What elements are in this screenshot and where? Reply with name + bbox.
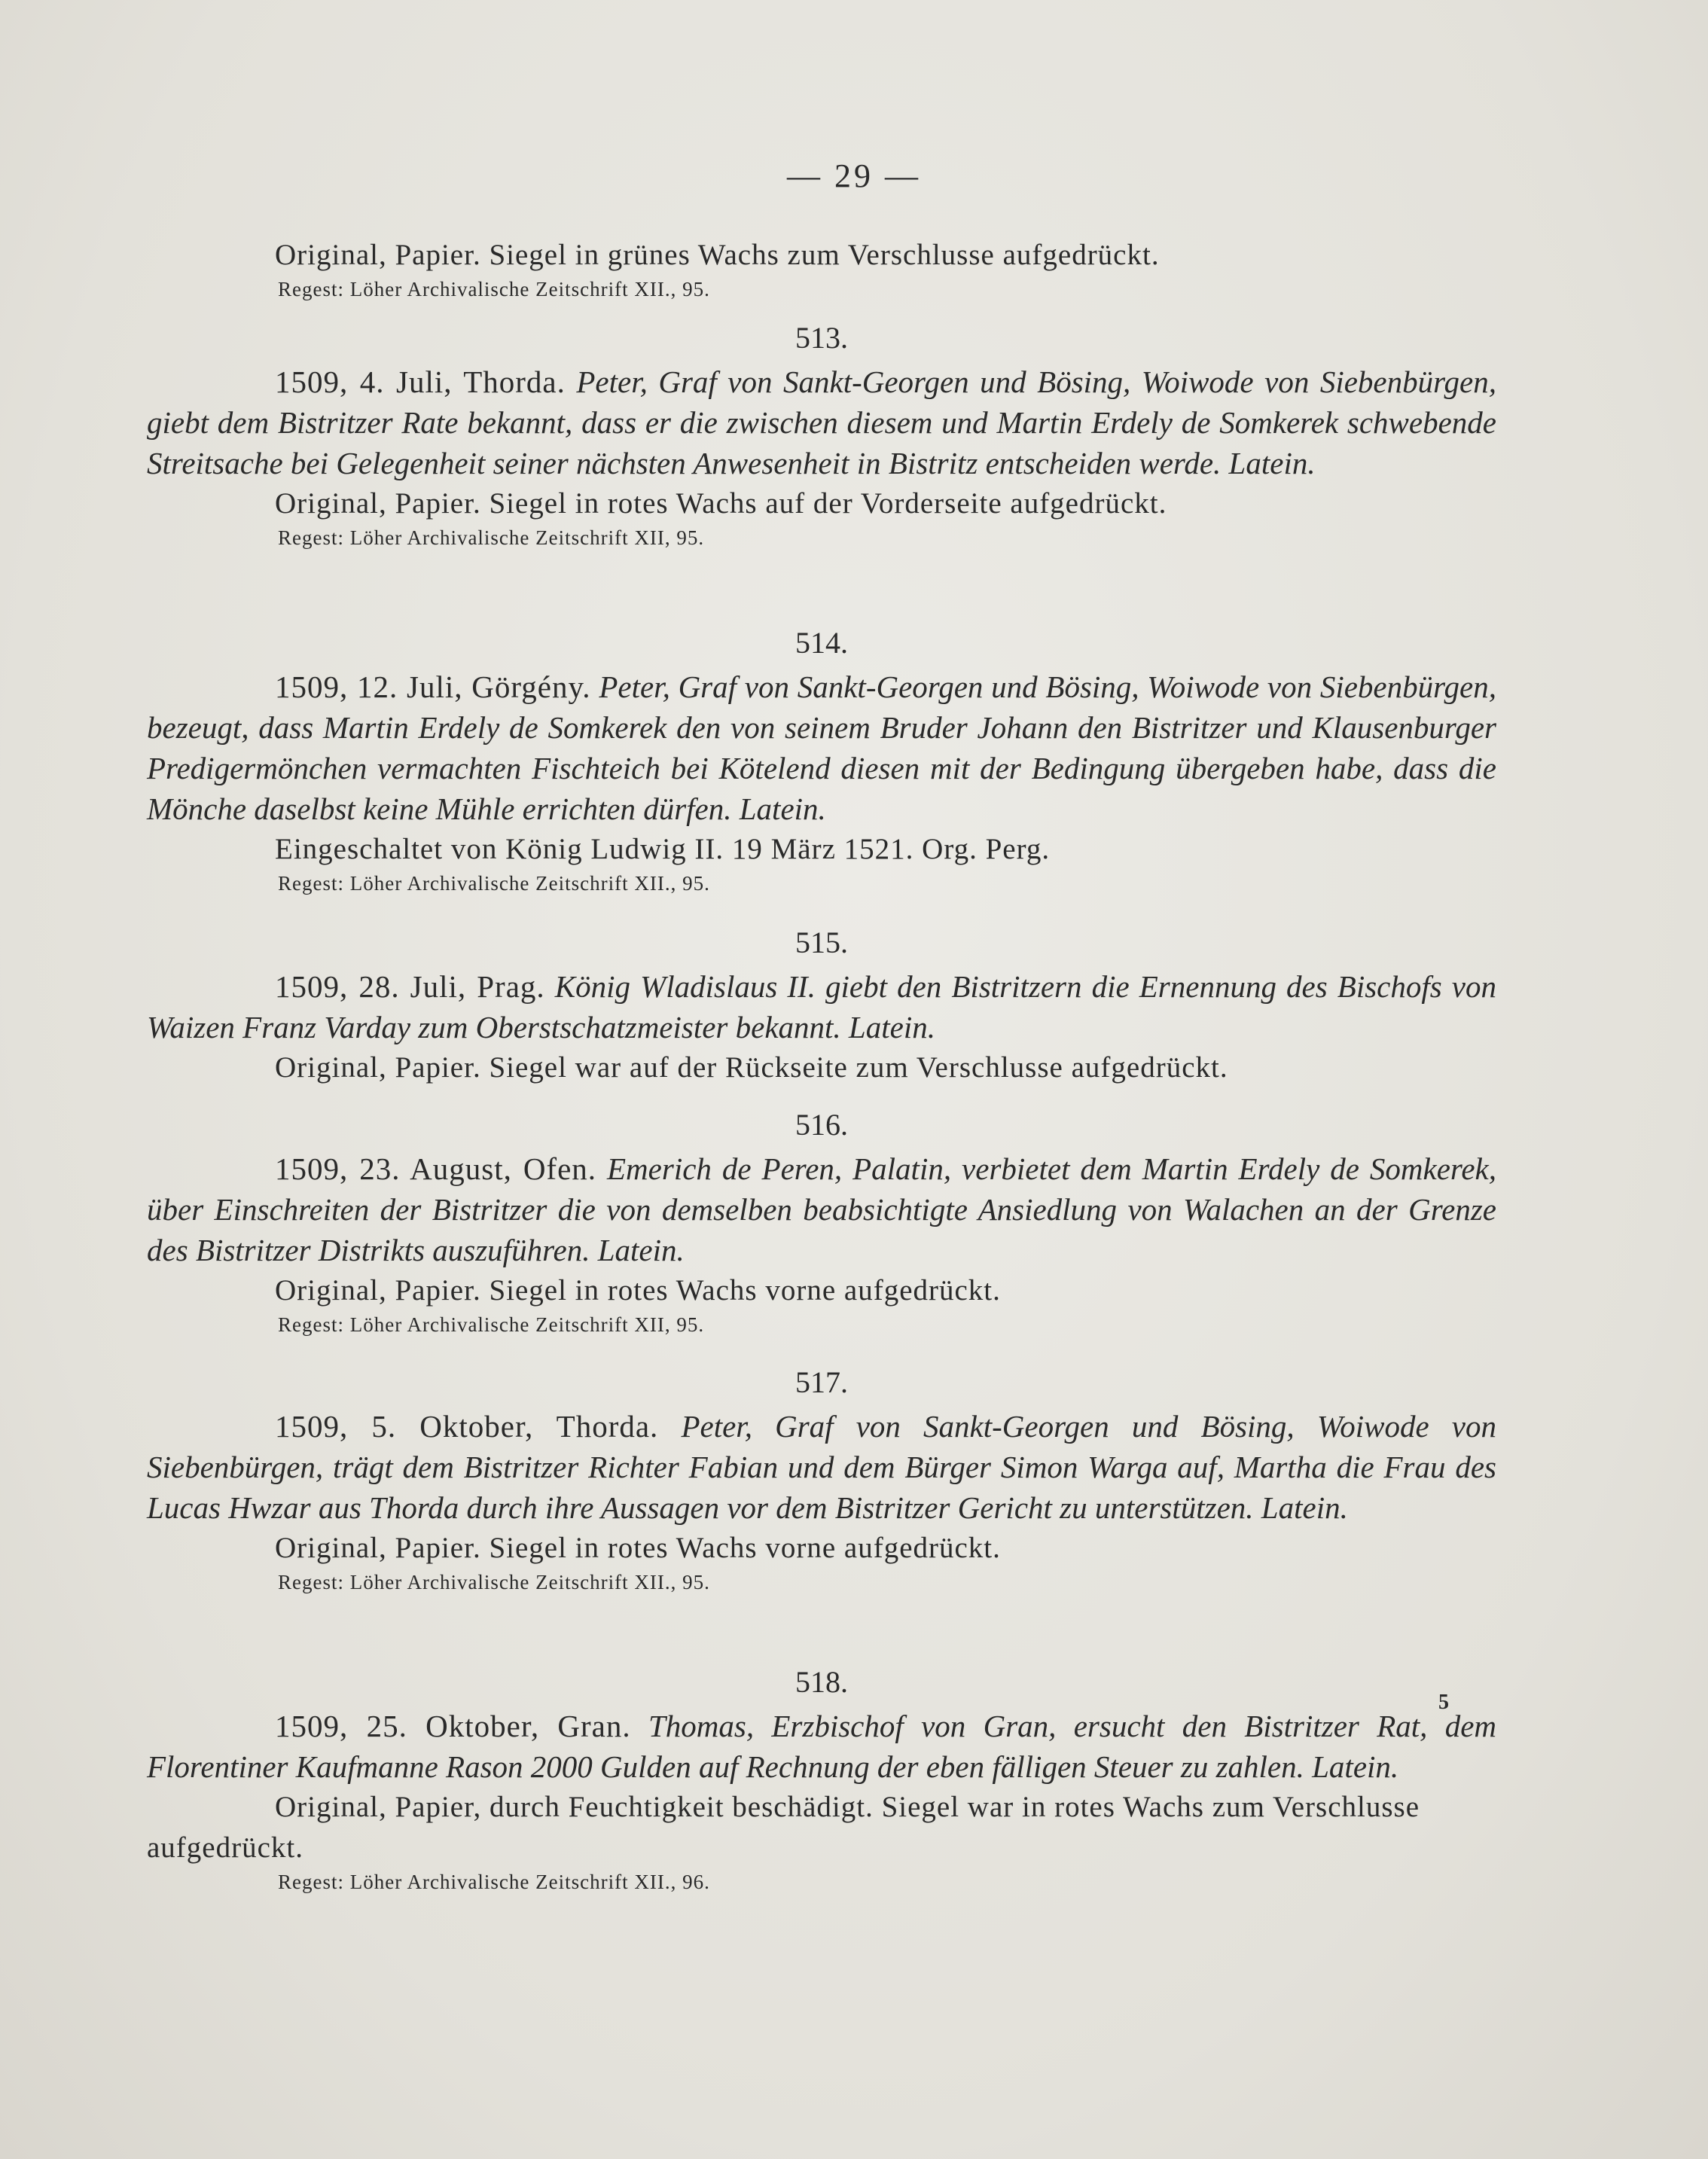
entry-513: [147, 320, 1496, 553]
original-note: Original, Papier. Siegel war auf der Rückseite zum Verschlusse aufgedrückt.: [275, 1051, 1228, 1084]
entry-summary: Peter, Graf von Sankt-Georgen und Bösing, Woiwode von Siebenbürgen, trägt dem Bistritzer Richter Fabian und dem Bürger Simon Warga auf, Martha die Frau des Lucas Hwzar aus Thorda durch ihre Aussagen vor dem Bistritzer Gericht zu unterstützen. Latein.: [147, 1409, 1496, 1525]
entry-date: 1509, 23. August, Ofen.: [275, 1151, 597, 1186]
entry-date: 1509, 4. Juli, Thorda.: [275, 364, 566, 399]
entry-date: 1509, 28. Juli, Prag.: [275, 969, 545, 1004]
original-note: Original, Papier. Siegel in rotes Wachs auf der Vorderseite aufgedrückt.: [275, 487, 1167, 520]
entry-summary: König Wladislaus II. giebt den Bistritzern die Ernennung des Bischofs von Waizen Franz Varday zum Oberstschatzmeister bekannt. Latein.: [147, 969, 1496, 1044]
intro-block: [147, 235, 1496, 304]
regest-note: Regest: Löher Archivalische Zeitschrift XII., 96.: [278, 1871, 710, 1893]
entry-text: [147, 1706, 1496, 1787]
entry-number: 513.: [795, 321, 848, 355]
entry-517: [147, 1365, 1496, 1597]
entry-text: [147, 666, 1496, 829]
regest-note: Regest: Löher Archivalische Zeitschrift XII., 95.: [278, 872, 710, 895]
entry-number: 517.: [795, 1365, 848, 1399]
signature-mark: 5: [1438, 1691, 1449, 1714]
entry-summary: Peter, Graf von Sankt-Georgen und Bösing, Woiwode von Siebenbürgen, bezeugt, dass Martin Erdely de Somkerek den von seinem Bruder Johann den Bistritzer und Klausenburger Predigermönchen vermachten Fischteich bei Kötelend diesen mit der Bedingung übergeben habe, dass die Mönche daselbst keine Mühle errichten dürfen. Latein.: [147, 669, 1497, 826]
entry-number: 515.: [795, 926, 848, 959]
original-note: Eingeschaltet von König Ludwig II. 19 März 1521. Org. Perg.: [275, 833, 1051, 865]
entry-date: 1509, 12. Juli, Görgény.: [275, 669, 591, 704]
entry-number: 514.: [795, 626, 848, 660]
page-number-header: — 29 —: [787, 157, 921, 194]
entry-518: [147, 1664, 1496, 1897]
regest-note: Regest: Löher Archivalische Zeitschrift XII, 95.: [278, 1313, 705, 1336]
entry-text: [147, 1406, 1496, 1528]
entry-514: [147, 625, 1496, 898]
regest-note: Regest: Löher Archivalische Zeitschrift XII, 95.: [278, 526, 705, 549]
original-note: Original, Papier. Siegel in grünes Wachs zum Verschlusse aufgedrückt.: [275, 239, 1160, 271]
entry-summary: Thomas, Erzbischof von Gran, ersucht den Bistritzer Rat, dem Florentiner Kaufmanne Rason 2000 Gulden auf Rechnung der eben fälligen Steuer zu zahlen. Latein.: [147, 1709, 1497, 1784]
regest-note: Regest: Löher Archivalische Zeitschrift XII., 95.: [278, 278, 710, 300]
original-note: Original, Papier, durch Feuchtigkeit beschädigt. Siegel war in rotes Wachs zum Verschlusse aufgedrückt.: [147, 1791, 1420, 1864]
entry-number: 518.: [795, 1665, 848, 1699]
original-note: Original, Papier. Siegel in rotes Wachs vorne aufgedrückt.: [275, 1532, 1001, 1564]
entry-date: 1509, 25. Oktober, Gran.: [275, 1709, 631, 1743]
entry-summary: Peter, Graf von Sankt-Georgen und Bösing, Woiwode von Siebenbürgen, giebt dem Bistritzer Rate bekannt, dass er die zwischen diesem und Martin Erdely de Somkerek schwebende Streitsache bei Gelegenheit seiner nächsten Anwesenheit in Bistritz entscheiden werde. Latein.: [147, 364, 1496, 480]
entry-516: [147, 1107, 1496, 1340]
entry-number: 516.: [795, 1108, 848, 1142]
entry-text: [147, 1148, 1496, 1270]
entry-text: [147, 966, 1496, 1047]
original-note: Original, Papier. Siegel in rotes Wachs vorne aufgedrückt.: [275, 1274, 1001, 1307]
entry-date: 1509, 5. Oktober, Thorda.: [275, 1409, 659, 1444]
regest-note: Regest: Löher Archivalische Zeitschrift XII., 95.: [278, 1571, 710, 1593]
entry-summary: Emerich de Peren, Palatin, verbietet dem Martin Erdely de Somkerek, über Einschreiten der Bistritzer die von demselben beabsichtigte Ansiedlung von Walachen an der Grenze des Bistritzer Distrikts auszuführen. Latein.: [147, 1151, 1497, 1267]
entry-text: [147, 361, 1496, 483]
entry-515: [147, 925, 1496, 1088]
